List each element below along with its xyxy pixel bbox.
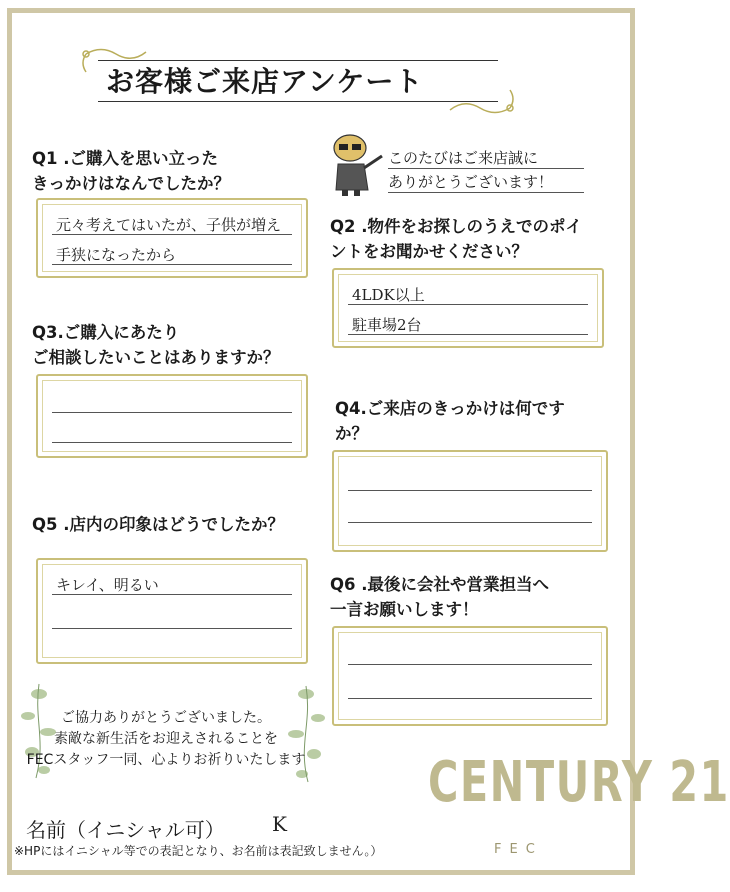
q4-rule-1 bbox=[348, 490, 592, 491]
q5-line-1: Q5 .店内の印象はどうでしたか？ bbox=[32, 515, 285, 534]
q6-line-1: Q6 .最後に会社や営業担当へ bbox=[330, 575, 550, 594]
q4-answer-box[interactable] bbox=[332, 450, 608, 552]
q6-line-2: 一言お願いします！ bbox=[330, 600, 479, 619]
q5-label bbox=[32, 512, 284, 537]
q1-label bbox=[32, 146, 230, 196]
speech-line-1: このたびはご来店誠に bbox=[388, 149, 539, 167]
q3-line-2: ご相談したいことはありますか？ bbox=[32, 348, 280, 367]
name-value[interactable]: K bbox=[272, 812, 287, 836]
q5-answer-line-1: キレイ、明るい bbox=[56, 576, 159, 594]
q3-rule-2 bbox=[52, 442, 292, 443]
page-title: お客様ご来店アンケート bbox=[106, 65, 424, 98]
q5-answer-box[interactable] bbox=[36, 558, 308, 664]
q4-line-1: Q4.ご来店のきっかけは何です bbox=[335, 399, 565, 418]
century21-logo: CENTURY 21 bbox=[428, 750, 730, 815]
thanks-line-2: 素敵な新生活をお迎えされることを bbox=[54, 731, 278, 747]
thanks-line-3: FECスタッフ一同、心よりお祈りいたします bbox=[26, 752, 306, 768]
q2-answer-line-1: 4LDK以上 bbox=[352, 286, 425, 304]
q6-rule-2 bbox=[348, 698, 592, 699]
q6-rule-1 bbox=[348, 664, 592, 665]
q6-answer-box[interactable] bbox=[332, 626, 608, 726]
speech-line-2: ありがとうございます！ bbox=[388, 173, 554, 191]
q4-line-2: か？ bbox=[335, 424, 368, 443]
q3-rule-1 bbox=[52, 412, 292, 413]
q5-rule-2 bbox=[52, 628, 292, 629]
q1-line-2: きっかけはなんでしたか？ bbox=[32, 174, 230, 193]
q3-line-1: Q3.ご購入にあたり bbox=[32, 323, 180, 342]
footnote: ※HPにはイニシャル等での表記となり、お名前は表記致しません。） bbox=[14, 844, 383, 858]
q2-answer-line-2: 駐車場2台 bbox=[352, 316, 422, 334]
title-frame bbox=[76, 46, 520, 116]
mascot-speech bbox=[388, 146, 553, 194]
q3-answer-box[interactable] bbox=[36, 374, 308, 458]
q1-line-1: Q1 .ご購入を思い立った bbox=[32, 149, 219, 168]
q1-answer-box[interactable] bbox=[36, 198, 308, 278]
q6-label bbox=[330, 572, 549, 622]
q4-label bbox=[335, 396, 565, 446]
mascot-dog-icon bbox=[328, 132, 388, 198]
q3-label bbox=[32, 320, 280, 370]
q2-answer-box[interactable] bbox=[332, 268, 604, 348]
speech-rule-2 bbox=[388, 192, 584, 193]
thanks-message bbox=[20, 708, 312, 771]
name-label: 名前（イニシャル可） bbox=[26, 818, 225, 842]
q1-answer-line-2: 手狭になったから bbox=[56, 246, 177, 264]
thanks-line-1: ご協力ありがとうございました。 bbox=[61, 710, 271, 726]
logo-subtext: FEC bbox=[494, 842, 543, 857]
q1-answer-line-1: 元々考えてはいたが、子供が増え bbox=[56, 216, 282, 234]
q2-label bbox=[330, 214, 582, 264]
q2-line-2: ントをお聞かせください？ bbox=[330, 242, 528, 261]
q2-line-1: Q2 .物件をお探しのうえでのポイ bbox=[330, 217, 583, 236]
q4-rule-2 bbox=[348, 522, 592, 523]
speech-rule-1 bbox=[388, 168, 584, 169]
